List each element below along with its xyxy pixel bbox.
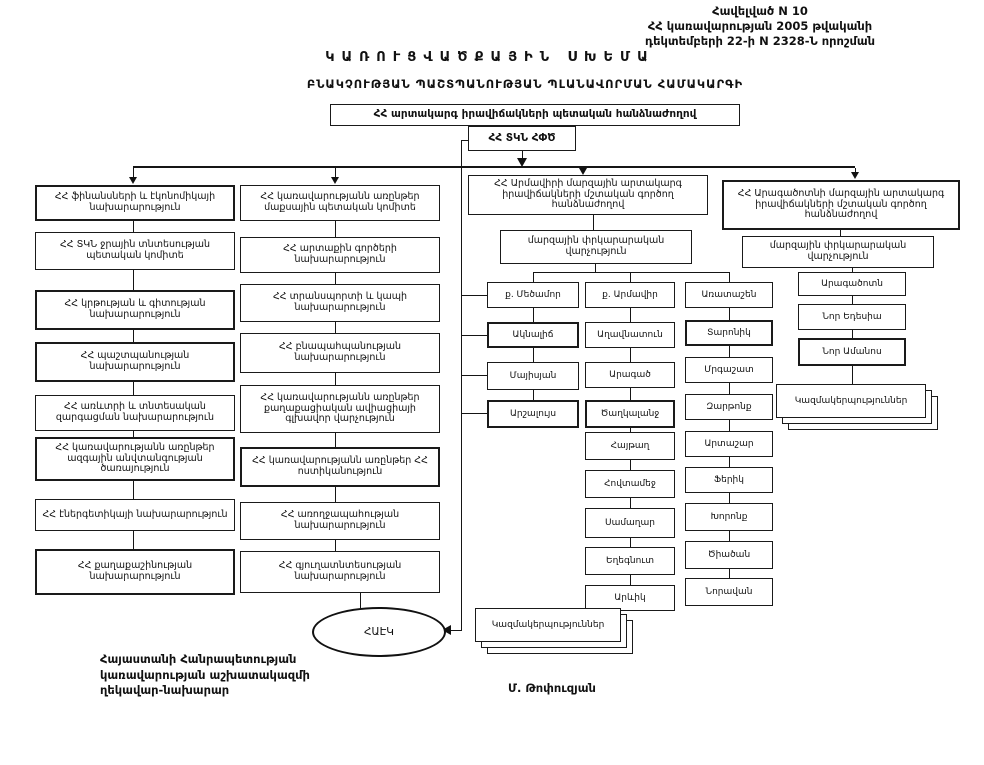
ministry-box: ՀՀ կառավարությանն առընթեր քաղաքացիական ավիացիայի գլխավոր վարչություն (240, 385, 440, 433)
connector-line (630, 272, 631, 282)
connector-line (335, 487, 336, 502)
connector-line (852, 296, 853, 304)
footer-line-2: կառավարության աշխատակազմի (100, 667, 310, 682)
organizations-box: Կազմակերպություններ (475, 608, 621, 642)
state-commission-box: ՀՀ արտակարգ իրավիճակների պետական հանձնաժողով (330, 104, 740, 126)
ministry-box: ՀՀ ֆինանսների և էկոնոմիկայի նախարարություն (35, 185, 235, 221)
settlement-box: Ակնալիճ (487, 322, 579, 348)
ministry-box: ՀՀ պաշտպանության նախարարություն (35, 342, 235, 382)
connector-line (630, 498, 631, 508)
ministry-box: ՀՀ տրանսպորտի և կապի նախարարություն (240, 284, 440, 322)
connector-line (133, 531, 134, 549)
settlement-box: Հովտամեջ (585, 470, 675, 498)
settlement-box: Սամաղար (585, 508, 675, 538)
connector-line (335, 540, 336, 551)
connector-line (451, 630, 462, 631)
connector-line (335, 168, 336, 177)
connector-line (133, 221, 134, 232)
connector-line (133, 382, 134, 395)
connector-line (533, 348, 534, 362)
arrow-down-icon (851, 172, 859, 179)
connector-line (133, 168, 134, 177)
connector-line (461, 295, 487, 296)
connector-line (630, 308, 631, 322)
ministry-box: ՀՀ գյուղատնտեսության նախարարություն (240, 551, 440, 593)
footer-line-3: ղեկավար-նախարար (100, 683, 230, 697)
settlement-box: Արևիկ (585, 585, 675, 611)
ministry-box: ՀՀ քաղաքաշինության նախարարություն (35, 549, 235, 595)
connector-line (533, 272, 729, 273)
settlement-box: Նոր Եդեսիա (798, 304, 906, 330)
settlement-box: Մայիսյան (487, 362, 579, 390)
connector-line (729, 569, 730, 578)
connector-line (630, 538, 631, 547)
connector-line (630, 428, 631, 432)
arrow-down-icon (579, 168, 587, 175)
organizations-stack (776, 384, 940, 432)
connector-line (729, 272, 730, 282)
connector-line (133, 270, 134, 290)
connector-line (630, 460, 631, 470)
connector-line (729, 493, 730, 503)
connector-line (133, 431, 134, 437)
settlement-box: Եղեգնուտ (585, 547, 675, 575)
connector-line (729, 531, 730, 541)
organizations-box: Կազմակերպություններ (776, 384, 926, 418)
annex-line-1: Հավելված N 10 (712, 4, 808, 18)
connector-line (335, 373, 336, 385)
armavir-rescue-dept-box: մարզային փրկարարական վարչություն (500, 230, 692, 264)
ministry-box: ՀՀ ՏԿՆ ջրային տնտեսության պետական կոմիտե (35, 232, 235, 270)
page-title: ԿԱՌՈՒՑՎԱԾՔԱՅԻՆ ՍԽԵՄԱ (325, 50, 655, 65)
connector-line (729, 457, 730, 467)
ministry-box: ՀՀ արտաքին գործերի նախարարություն (240, 237, 440, 273)
signature-name: Մ. Թոփուզյան (508, 681, 596, 695)
connector-line (533, 272, 534, 282)
ministry-box: ՀՀ բնապահպանության նախարարություն (240, 333, 440, 373)
connector-line (335, 221, 336, 237)
settlement-box: Արագածոտն (798, 272, 906, 296)
connector-line (852, 330, 853, 338)
ministry-box: ՀՀ առևտրի և տնտեսական զարգացման նախարարություն (35, 395, 235, 431)
connector-line (630, 348, 631, 362)
settlement-box: Արագած (585, 362, 675, 388)
connector-line (461, 335, 487, 336)
settlement-box: Մրգաշատ (685, 357, 773, 383)
connector-line (533, 308, 534, 322)
connector-line (133, 166, 855, 168)
settlement-box: Ծիածան (685, 541, 773, 569)
page-subtitle: ԲՆԱԿՉՈՒԹՅԱՆ ՊԱՇՏՊԱՆՈՒԹՅԱՆ ՊԼԱՆԱՎՈՐՄԱՆ ՀԱՄԱԿԱՐԳԻ (306, 77, 744, 91)
arrow-down-icon (331, 177, 339, 184)
settlement-box: ք. Արմավիր (585, 282, 675, 308)
settlement-box: Նոր Ամանոս (798, 338, 906, 366)
settlement-box: Ֆերիկ (685, 467, 773, 493)
ministry-box: ՀՀ կառավարությանն առընթեր ՀՀ ոստիկանություն (240, 447, 440, 487)
settlement-box: Ծաղկալանջ (585, 400, 675, 428)
settlement-box: Տարոնիկ (685, 320, 773, 346)
arrow-down-icon (129, 177, 137, 184)
connector-line (335, 322, 336, 333)
connector-line (461, 140, 469, 141)
connector-line (133, 481, 134, 499)
settlement-box: Առատաշեն (685, 282, 773, 308)
rescue-service-box: ՀՀ ՏԿՆ ՀՓԾ (468, 126, 576, 151)
aragatsotn-commission-box: ՀՀ Արագածոտնի մարզային արտակարգ իրավիճակների մշտական գործող հանձնաժողով (722, 180, 960, 230)
connector-line (335, 273, 336, 284)
connector-line (593, 215, 594, 230)
npp-ellipse: ՀԱԷԿ (312, 607, 446, 657)
annex-line-3: դեկտեմբերի 22-ի N 2328-Ն որոշման (644, 34, 876, 48)
connector-line (335, 433, 336, 447)
connector-line (630, 388, 631, 400)
connector-line (461, 375, 487, 376)
connector-line (533, 390, 534, 400)
footer-line-1: Հայաստանի Հանրապետության (100, 652, 297, 666)
settlement-box: Հայթաղ (585, 432, 675, 460)
annex-line-2: ՀՀ կառավարության 2005 թվականի (647, 19, 873, 33)
footer-office-title (100, 652, 380, 699)
connector-line (729, 346, 730, 357)
connector-line (461, 140, 462, 631)
settlement-box: Արտաշար (685, 431, 773, 457)
connector-line (133, 330, 134, 342)
connector-line (595, 264, 596, 272)
settlement-box: Նորավան (685, 578, 773, 606)
settlement-box: Խորոնք (685, 503, 773, 531)
connector-line (729, 383, 730, 394)
settlement-box: Արշալույս (487, 400, 579, 428)
aragatsotn-rescue-dept-box: մարզային փրկարարական վարչություն (742, 236, 934, 268)
connector-line (729, 420, 730, 431)
connector-line (729, 308, 730, 320)
organizations-stack (475, 608, 635, 656)
ministry-box: ՀՀ առողջապահության նախարարություն (240, 502, 440, 540)
armavir-commission-box: ՀՀ Արմավիրի մարզային արտակարգ իրավիճակների մշտական գործող հանձնաժողով (468, 175, 708, 215)
annex-note (600, 4, 920, 49)
settlement-box: ք. Մեծամոր (487, 282, 579, 308)
ministry-box: ՀՀ կառավարությանն առընթեր մաքսային պետական կոմիտե (240, 185, 440, 221)
connector-line (852, 366, 853, 384)
settlement-box: Աղավնատուն (585, 322, 675, 348)
settlement-box: Զարթոնք (685, 394, 773, 420)
connector-line (461, 413, 487, 414)
connector-line (360, 593, 361, 608)
ministry-box: ՀՀ կառավարությանն առընթեր ազգային անվտանգության ծառայություն (35, 437, 235, 481)
connector-line (630, 575, 631, 585)
ministry-box: ՀՀ կրթության և գիտության նախարարություն (35, 290, 235, 330)
ministry-box: ՀՀ էներգետիկայի նախարարություն (35, 499, 235, 531)
